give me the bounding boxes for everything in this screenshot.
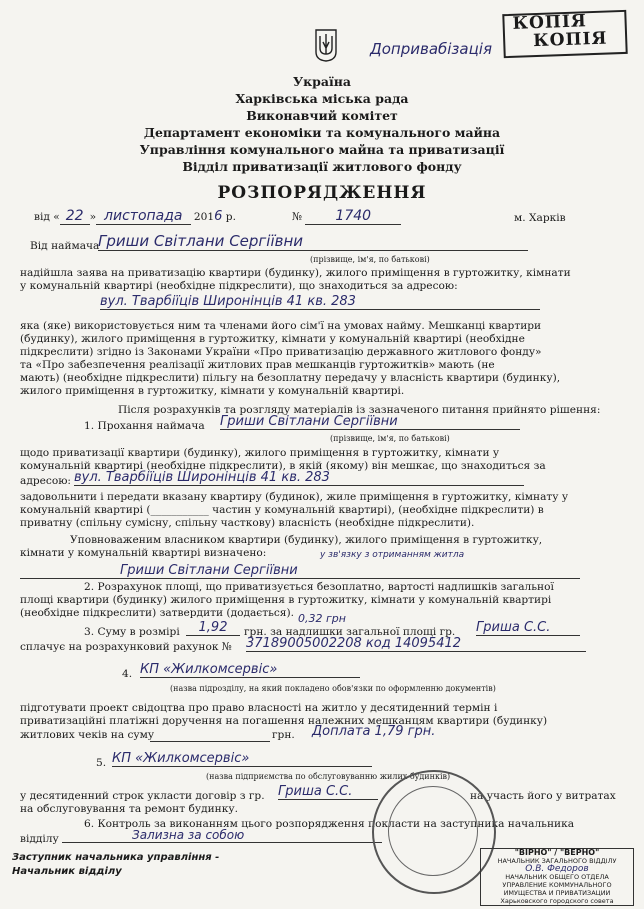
- item5-number: 5.: [96, 757, 107, 769]
- item5-handwritten: КП «Жилкомсервіс»: [112, 751, 372, 767]
- date-day: 22: [60, 208, 90, 225]
- item4-number: 4.: [122, 668, 133, 680]
- number-value: 1740: [305, 208, 401, 225]
- header-council: Харківська міська рада: [235, 91, 409, 106]
- item6-line1: 6. Контроль за виконанням цього розпорядження покласти на заступника начальника: [84, 818, 575, 830]
- header-committee: Виконавчий комітет: [246, 108, 398, 123]
- round-seal: [372, 770, 496, 894]
- copy-stamp-line2: КОПІЯ: [532, 28, 608, 52]
- p1-line6: та «Про забезпечення реалізації житлових прав мешканців гуртожитків» мають (не: [20, 359, 495, 371]
- item4-line1: підготувати проект свідоцтва про право власності на житло у десятиденний термін і: [20, 702, 498, 714]
- item3-account-label: сплачує на розрахунковий рахунок №: [20, 641, 232, 653]
- doc-number: [292, 210, 401, 224]
- item1-line4: задовольнити і передати вказану квартиру (будинок), жиле приміщення в гуртожитку, кімнату у: [20, 491, 569, 503]
- item1-line2: комунальній квартирі (необхідне підкреслити), в якій (якому) він мешкає, що знаходиться за: [20, 460, 546, 472]
- copy-stamp: [502, 10, 627, 58]
- item6-handwritten: Зализна за собою: [62, 828, 382, 843]
- item3-name: Гриша С.С.: [476, 620, 580, 636]
- item4-sum-blank: [150, 740, 270, 742]
- header-department: Департамент економіки та комунального майна: [143, 125, 501, 140]
- stamp-line1: "ВІРНО" / "ВЕРНО": [514, 848, 600, 857]
- item1-line8: кімнати у комунальній квартирі визначено:: [20, 547, 267, 559]
- item4-currency: грн.: [272, 729, 295, 741]
- item5-line2: на обслуговування та ремонт будинку.: [20, 803, 238, 815]
- decision-intro: Після розрахунків та розгляду матеріалів із зазначеного питання прийнято рішення:: [118, 404, 601, 416]
- item4-handwritten: КП «Жилкомсервіс»: [140, 662, 360, 678]
- item2-handwritten: 0,32 грн: [298, 612, 346, 625]
- date-mid: »: [89, 211, 97, 223]
- signature-line1: Заступник начальника управління -: [12, 852, 220, 863]
- stamp-line5: УПРАВЛЕНИЕ КОММУНАЛЬНОГО ИМУЩЕСТВА И ПРИВАТИЗАЦИИ: [502, 881, 612, 897]
- date-year-digit: 6: [214, 209, 223, 224]
- item4-caption: (назва підрозділу, на який покладено обов'язки по оформленню документів): [170, 684, 496, 693]
- date-year-suffix: р.: [225, 211, 236, 223]
- number-label: №: [292, 211, 303, 223]
- stamp-line6: Харьковского городского совета: [500, 897, 614, 905]
- item3-label: 3. Суму в розмірі: [84, 626, 180, 638]
- item5-name: Гриша С.С.: [278, 784, 378, 800]
- tenant-caption: (прізвище, ім'я, по батькові): [310, 255, 430, 264]
- item1-line5: комунальній квартирі (___________ частин у комунальній квартирі), (необхідне підкреслити) в: [20, 504, 544, 516]
- item4-line2: приватизаційні платіжні доручення на погашення належних мешканцям квартири (будинку): [20, 715, 548, 727]
- header-directorate: Управління комунального майна та приватизації: [139, 142, 505, 157]
- date-line: [34, 210, 236, 224]
- margin-note: Допривабізація: [370, 40, 492, 58]
- signature-line2: Начальник відділу: [12, 866, 122, 877]
- item2-line1: 2. Розрахунок площі, що приватизується безоплатно, вартості надлишків загальної: [84, 581, 554, 593]
- copy-stamp-line1: КОПІЯ: [512, 11, 588, 34]
- item1-caption: (прізвище, ім'я, по батькові): [330, 434, 450, 443]
- item1-address: вул. Тварбіїців Широнінців 41 кв. 283: [74, 470, 524, 486]
- date-prefix: від «: [34, 211, 60, 223]
- address-handwritten: вул. Тварбіїців Широнінців 41 кв. 283: [100, 294, 540, 310]
- p1-line2: у комунальній квартирі (необхідне підкреслити), що знаходиться за адресою:: [20, 280, 458, 292]
- item1-address-label: адресою:: [20, 475, 71, 487]
- tenant-name: Гриши Світлани Сергіївни: [98, 232, 528, 251]
- item5-line1: у десятиденний строк укласти договір з гр.: [20, 790, 265, 802]
- item3-amount: 1,92: [186, 620, 240, 636]
- coat-of-arms-icon: [314, 28, 338, 62]
- item1-name: Гриши Світлани Сергіївни: [220, 414, 520, 430]
- date-year-prefix: 201: [193, 211, 215, 223]
- owner-handwritten-2: Гриши Світлани Сергіївни: [20, 563, 580, 579]
- item6-line2: відділу: [20, 833, 59, 845]
- city: м. Харків: [514, 212, 566, 224]
- item5-text: на участь його у витратах: [470, 790, 616, 802]
- item4-line3: житлових чеків на суму: [20, 729, 155, 741]
- header-country: Україна: [292, 74, 351, 89]
- owner-handwritten-1: у зв'язку з отриманням житла: [320, 550, 465, 560]
- stamp-line4: НАЧАЛЬНИК ОБЩЕГО ОТДЕЛА: [505, 873, 609, 881]
- document-title: РОЗПОРЯДЖЕННЯ: [217, 183, 427, 203]
- p1-line4: (будинку), жилого приміщення в гуртожитку, кімнати у комунальній квартирі (необхідне: [20, 333, 525, 345]
- item4-handwritten-2: Доплата 1,79 грн.: [312, 724, 436, 739]
- item3-account: 37189005002208 код 14095412: [246, 636, 586, 652]
- p1-line5: підкреслити) згідно із Законами України «Про приватизацію державного житлового фонду»: [20, 346, 542, 358]
- item3-text: грн. за надлишки загальної площі гр.: [244, 626, 456, 638]
- item1-line7: Уповноваженим власником квартири (будинку), жилого приміщення в гуртожитку,: [70, 534, 543, 546]
- p1-line7: мають) (необхідне підкреслити) пільгу на безоплатну передачу у власність квартири (будинку),: [20, 372, 561, 384]
- certification-stamp: [480, 848, 634, 906]
- item2-line3: (необхідне підкреслити) затвердити (додається).: [20, 607, 294, 619]
- tenant-label: Від наймача: [30, 240, 100, 252]
- item5-caption: (назва підприємства по обслуговуванню жилих будинків): [206, 772, 451, 781]
- item1-label: 1. Прохання наймача: [84, 420, 205, 432]
- p1-line1: надійшла заява на приватизацію квартири (будинку), жилого приміщення в гуртожитку, кімнати: [20, 267, 571, 279]
- item1-line1: щодо приватизації квартири (будинку), жилого приміщення в гуртожитку, кімнати у: [20, 447, 500, 459]
- stamp-line2: НАЧАЛЬНИК ЗАГАЛЬНОГО ВІДДІЛУ: [497, 857, 617, 865]
- date-month: листопада: [96, 208, 190, 225]
- p1-line8: жилого приміщення в гуртожитку, кімнати у комунальній квартирі.: [20, 385, 405, 397]
- p1-line3: яка (яке) використовується ним та членами його сім'ї на умовах найму. Мешканці квартири: [20, 320, 542, 332]
- header-division: Відділ приватизації житлового фонду: [182, 159, 462, 174]
- item1-line6: приватну (спільну сумісну, спільну часткову) власність (необхідне підкреслити).: [20, 517, 475, 529]
- item2-line2: площі квартири (будинку) жилого приміщення в гуртожитку, кімнати у комунальній квартирі: [20, 594, 552, 606]
- stamp-line3: О.В. Федоров: [525, 864, 589, 874]
